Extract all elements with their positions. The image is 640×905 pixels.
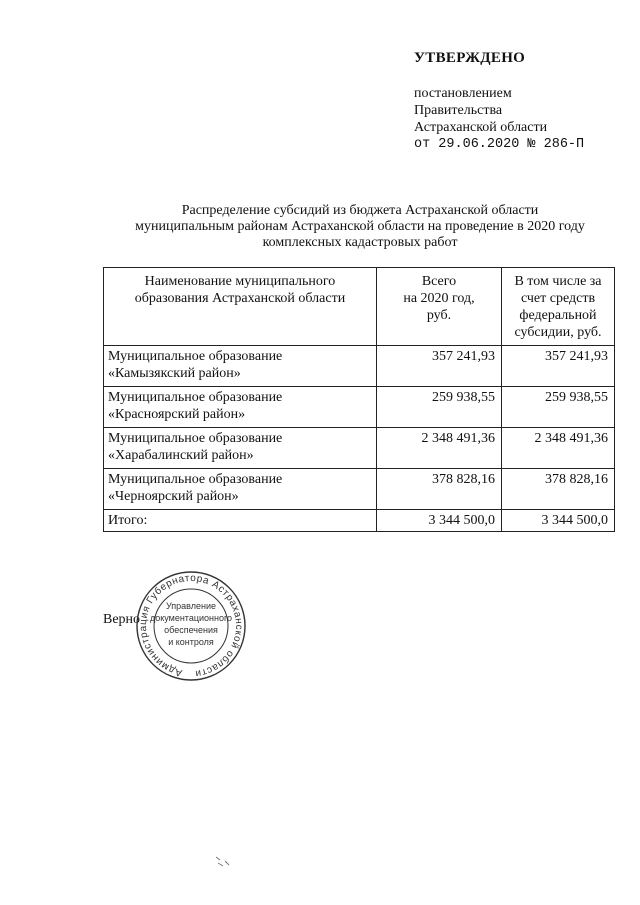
document-title xyxy=(80,203,640,251)
header-line: Наименование муниципального xyxy=(144,274,336,289)
header-line: В том числе за xyxy=(514,274,602,289)
approval-line: постановлением xyxy=(414,86,512,101)
total-cell: 259 938,55 xyxy=(377,387,502,428)
header-federal xyxy=(502,268,615,346)
approval-line: Астраханской области xyxy=(414,120,548,135)
cell-line: «Харабалинский район» xyxy=(108,448,254,463)
seal-center-line: документационного xyxy=(149,613,233,623)
table-row xyxy=(104,387,615,428)
official-seal xyxy=(132,570,250,682)
seal-center-line: Управление xyxy=(165,601,217,611)
title-line: Распределение субсидий из бюджета Астраханской области xyxy=(181,203,539,218)
approval-date-number: от 29.06.2020 № 286-П xyxy=(414,137,585,152)
total-cell: 357 241,93 xyxy=(377,346,502,387)
cell-line: Муниципальное образование xyxy=(108,431,283,446)
header-line: субсидии, руб. xyxy=(514,325,602,340)
cell-line: Муниципальное образование xyxy=(108,349,283,364)
table-row xyxy=(104,469,615,510)
table-header-row xyxy=(104,268,615,346)
federal-cell: 357 241,93 xyxy=(502,346,615,387)
federal-cell: 259 938,55 xyxy=(502,387,615,428)
header-line: руб. xyxy=(426,308,452,323)
seal-ring-text: Администрация Губернатора Астраханской области xyxy=(137,572,245,679)
header-municipality xyxy=(104,268,377,346)
municipality-cell xyxy=(104,428,377,469)
cell-line: «Красноярский район» xyxy=(108,407,246,422)
total-label-cell: Итого: xyxy=(104,510,377,532)
approval-line: Правительства xyxy=(414,103,503,118)
header-line: федеральной xyxy=(519,308,597,323)
cell-line: Муниципальное образование xyxy=(108,472,283,487)
table-row xyxy=(104,346,615,387)
header-total xyxy=(377,268,502,346)
grand-federal-cell: 3 344 500,0 xyxy=(502,510,615,532)
header-line: Всего xyxy=(421,274,457,289)
title-line: муниципальным районам Астраханской области на проведение в 2020 году xyxy=(135,219,585,234)
subsidy-table xyxy=(103,267,615,532)
seal-center-line: обеспечения xyxy=(164,625,218,635)
municipality-cell xyxy=(104,346,377,387)
title-line: комплексных кадастровых работ xyxy=(262,235,458,250)
municipality-cell xyxy=(104,387,377,428)
header-line: на 2020 год, xyxy=(403,291,475,306)
cell-line: «Черноярский район» xyxy=(108,489,239,504)
seal-center-line: и контроля xyxy=(168,637,214,647)
total-cell: 378 828,16 xyxy=(377,469,502,510)
cell-line: Муниципальное образование xyxy=(108,390,283,405)
table-row xyxy=(104,428,615,469)
grand-total-cell: 3 344 500,0 xyxy=(377,510,502,532)
table-total-row xyxy=(104,510,615,532)
approval-block xyxy=(414,50,584,153)
header-line: счет средств xyxy=(520,291,596,306)
federal-cell: 378 828,16 xyxy=(502,469,615,510)
municipality-cell xyxy=(104,469,377,510)
header-line: образования Астраханской области xyxy=(134,291,346,306)
federal-cell: 2 348 491,36 xyxy=(502,428,615,469)
verno-label: Верно xyxy=(103,612,141,627)
approval-heading: УТВЕРЖДЕНО xyxy=(414,50,526,66)
cell-line: «Камызякский район» xyxy=(108,366,241,381)
total-cell: 2 348 491,36 xyxy=(377,428,502,469)
scan-mark xyxy=(214,855,234,869)
